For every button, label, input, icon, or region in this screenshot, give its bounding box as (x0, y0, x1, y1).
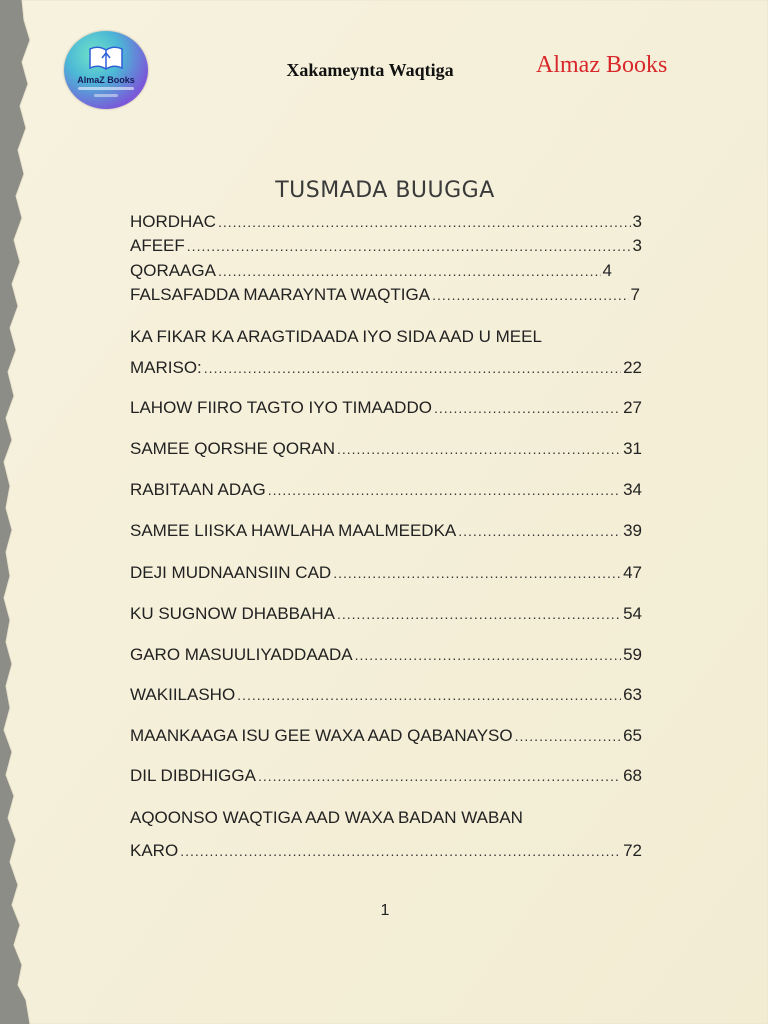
toc-leader-dots (268, 482, 621, 498)
toc-leader-dots (515, 728, 621, 744)
logo-subline-small (94, 94, 118, 97)
toc-entry-ku-sugnow (130, 604, 642, 624)
toc-leader-dots (187, 238, 631, 254)
logo-subline (78, 87, 134, 90)
toc-leader-dots (180, 843, 621, 859)
toc-entry-title: AFEEF (130, 236, 185, 255)
toc-entry-aqoonso (130, 841, 642, 861)
page-number: 1 (380, 902, 390, 919)
toc-entry-page: 72 (623, 841, 642, 860)
toc-heading: TUSMADA BUUGGA (275, 178, 495, 203)
toc-entry-title: RABITAAN ADAG (130, 480, 266, 499)
toc-entry-title: SAMEE LIISKA HAWLAHA MAALMEEDKA (130, 521, 457, 540)
toc-entry-liiska (130, 521, 642, 541)
publisher-name: Almaz Books (536, 52, 668, 78)
toc-leader-dots (432, 287, 628, 303)
toc-entry-title: MAANKAAGA ISU GEE WAXA AAD QABANAYSO (130, 726, 513, 745)
toc-entry-dil (130, 766, 642, 786)
toc-entry-title: GARO MASUULIYADDAADA (130, 645, 353, 664)
toc-entry-page: 4 (602, 261, 612, 280)
toc-entry-ka-fikar-line1: KA FIKAR KA ARAGTIDAADA IYO SIDA AAD U MEEL (130, 327, 542, 346)
toc-leader-dots (337, 441, 621, 457)
toc-entry-deji (130, 563, 642, 583)
logo-brand-text: AlmaZ Books (77, 75, 135, 85)
toc-entry-page: 68 (623, 766, 642, 785)
toc-entry-wakiilasho (130, 685, 642, 705)
toc-entry-title: QORAAGA (130, 261, 216, 280)
toc-entry-page: 65 (623, 726, 642, 745)
toc-leader-dots (218, 263, 601, 279)
toc-leader-dots (204, 360, 621, 376)
toc-entry-lahow (130, 398, 642, 418)
toc-entry-title: LAHOW FIIRO TAGTO IYO TIMAADDO (130, 398, 432, 417)
toc-entry-page: 22 (623, 358, 642, 377)
toc-entry-ka-fikar (130, 358, 642, 378)
toc-entry-continuation: KARO (130, 841, 179, 860)
toc-entry-continuation: MARISO: (130, 358, 202, 377)
toc-entry-title: HORDHAC (130, 212, 216, 231)
toc-entry-title: DIL DIBDHIGGA (130, 766, 256, 785)
toc-leader-dots (434, 400, 621, 416)
toc-leader-dots (355, 647, 621, 663)
toc-leader-dots (218, 214, 631, 230)
almaz-books-logo (64, 31, 148, 109)
toc-entry-afeef (130, 236, 642, 256)
toc-entry-page: 54 (623, 604, 642, 623)
toc-entry-page: 39 (623, 521, 642, 540)
toc-entry-page: 3 (632, 212, 642, 231)
toc-entry-page: 7 (630, 285, 640, 304)
toc-entry-page: 47 (623, 563, 642, 582)
toc-leader-dots (337, 606, 621, 622)
toc-entry-falsafadda (130, 285, 640, 305)
toc-entry-page: 63 (623, 685, 642, 704)
toc-leader-dots (258, 768, 621, 784)
toc-leader-dots (458, 523, 621, 539)
toc-entry-page: 34 (623, 480, 642, 499)
toc-entry-title: FALSAFADDA MAARAYNTA WAQTIGA (130, 285, 431, 304)
toc-entry-hordhac (130, 212, 642, 232)
toc-leader-dots (333, 565, 621, 581)
toc-entry-samee-qorshe (130, 439, 642, 459)
book-title: Xakameynta Waqtiga (286, 60, 454, 80)
toc-entry-rabitaan (130, 480, 642, 500)
toc-leader-dots (237, 687, 621, 703)
toc-entry-page: 27 (623, 398, 642, 417)
toc-entry-title: KU SUGNOW DHABBAHA (130, 604, 335, 623)
toc-entry-garo (130, 645, 642, 665)
toc-entry-page: 3 (632, 236, 642, 255)
toc-entry-title: WAKIILASHO (130, 685, 236, 704)
toc-entry-title: DEJI MUDNAANSIIN CAD (130, 563, 332, 582)
toc-entry-page: 59 (623, 645, 642, 664)
toc-entry-maankaaga (130, 726, 642, 746)
toc-entry-page: 31 (623, 439, 642, 458)
open-book-icon (88, 45, 124, 71)
toc-entry-qoraaga (130, 261, 612, 281)
toc-entry-aqoonso-line1: AQOONSO WAQTIGA AAD WAXA BADAN WABAN (130, 808, 523, 827)
toc-entry-title: SAMEE QORSHE QORAN (130, 439, 335, 458)
